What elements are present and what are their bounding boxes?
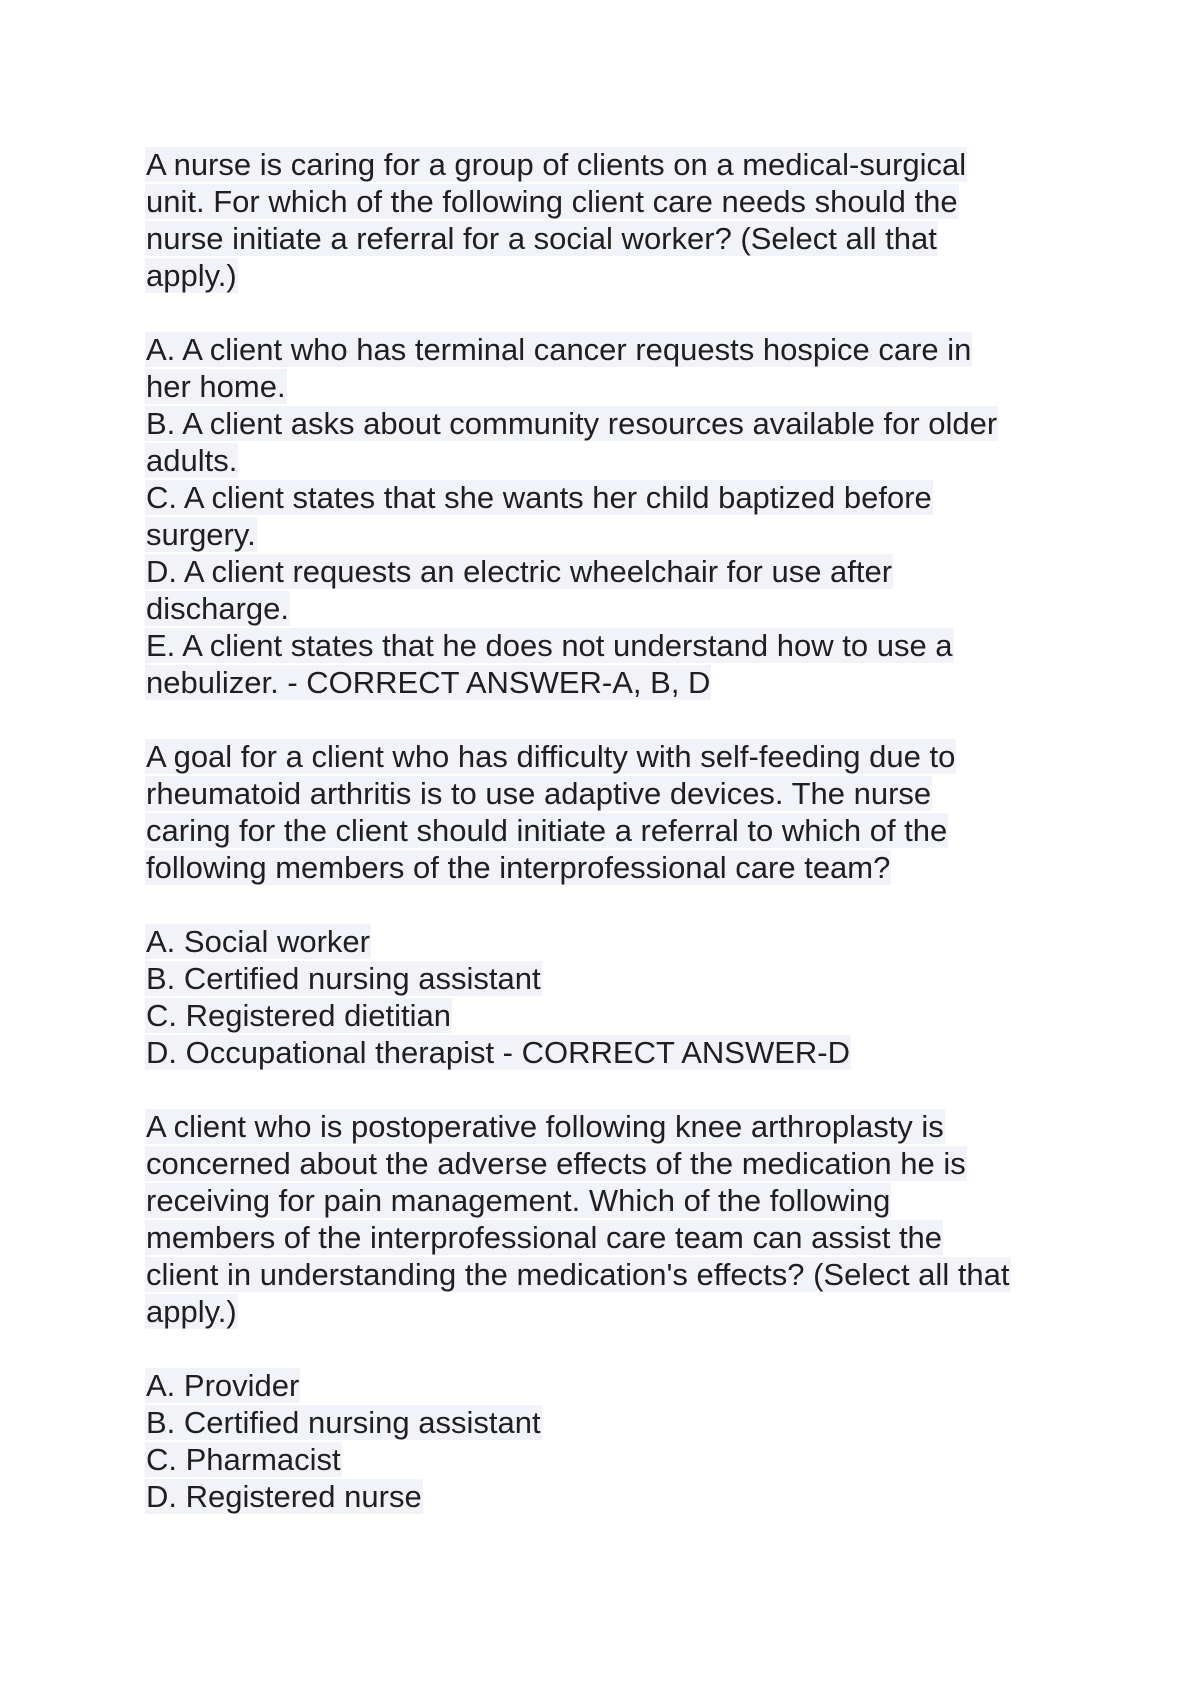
question-1-option-line: E. A client states that he does not understand how to use a [146, 628, 953, 663]
question-1-option-line: discharge. [146, 591, 290, 626]
question-3-option-line: A. Provider [146, 1368, 300, 1403]
question-1-option-line: her home. [146, 369, 286, 404]
question-1-stem-line: apply.) [146, 258, 237, 293]
question-2-stem-line: A goal for a client who has difficulty with self-feeding due to [146, 739, 956, 774]
question-3-stem-line: receiving for pain management. Which of the following [146, 1183, 891, 1218]
question-3-option-line: C. Pharmacist [146, 1442, 341, 1477]
question-1-option-line: A. A client who has terminal cancer requests hospice care in [146, 332, 972, 367]
question-1-options [145, 331, 1075, 701]
question-2-stem-line: following members of the interprofessional care team? [146, 850, 891, 885]
question-2-stem-line: rheumatoid arthritis is to use adaptive devices. The nurse [146, 776, 932, 811]
question-3-option-line: D. Registered nurse [146, 1479, 422, 1514]
question-3-options [145, 1367, 1075, 1515]
question-1-option-line: surgery. [146, 517, 256, 552]
question-1-stem-line: A nurse is caring for a group of clients on a medical-surgical [146, 147, 967, 182]
question-3-stem [145, 1108, 1075, 1330]
document-content [145, 146, 1075, 1552]
question-3-stem-line: concerned about the adverse effects of the medication he is [146, 1146, 966, 1181]
question-2-stem-line: caring for the client should initiate a referral to which of the [146, 813, 948, 848]
question-2-option-line: B. Certified nursing assistant [146, 961, 541, 996]
question-1-option-line: D. A client requests an electric wheelchair for use after [146, 554, 893, 589]
question-1-stem [145, 146, 1075, 294]
question-3-stem-line: members of the interprofessional care team can assist the [146, 1220, 943, 1255]
question-2-stem [145, 738, 1075, 886]
question-2-option-line: A. Social worker [146, 924, 370, 959]
question-2-options [145, 923, 1075, 1071]
question-1-stem-line: nurse initiate a referral for a social worker? (Select all that [146, 221, 937, 256]
question-2-option-line: C. Registered dietitian [146, 998, 451, 1033]
question-1-stem-line: unit. For which of the following client care needs should the [146, 184, 958, 219]
question-3-stem-line: A client who is postoperative following knee arthroplasty is [146, 1109, 944, 1144]
question-1-option-line: B. A client asks about community resources available for older [146, 406, 998, 441]
question-1-option-line: C. A client states that she wants her child baptized before [146, 480, 932, 515]
question-3-option-line: B. Certified nursing assistant [146, 1405, 541, 1440]
question-1-option-line: adults. [146, 443, 238, 478]
question-2-answer-line: D. Occupational therapist - CORRECT ANSWER-D [146, 1035, 851, 1070]
question-3-stem-line: client in understanding the medication's effects? (Select all that [146, 1257, 1010, 1292]
question-3-stem-line: apply.) [146, 1294, 237, 1329]
question-1-answer-line: nebulizer. - CORRECT ANSWER-A, B, D [146, 665, 711, 700]
